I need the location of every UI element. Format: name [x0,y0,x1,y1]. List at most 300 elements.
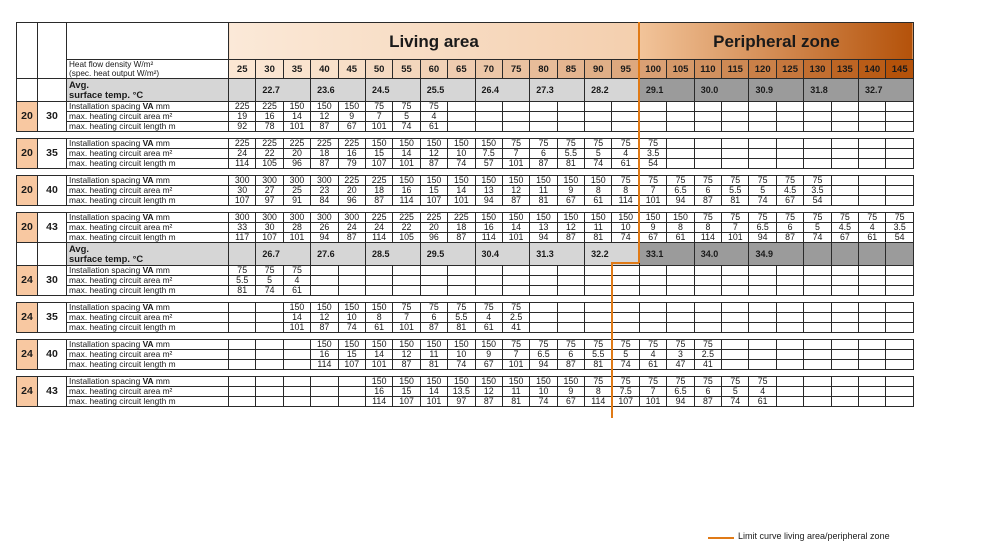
value-cell: 150 [365,377,392,387]
value-cell [831,149,858,159]
value-cell [722,360,749,370]
heat-flow-value: 125 [776,60,803,79]
value-cell: 96 [283,159,310,169]
value-cell [776,139,803,149]
avg-surface-temp-value: 31.8 [804,79,859,102]
heat-flow-label [67,60,229,79]
value-cell [256,323,283,333]
value-cell [749,286,776,296]
value-cell: 7 [365,112,392,122]
value-cell: 114 [585,397,612,407]
value-cell: 3.5 [886,223,914,233]
value-cell: 75 [694,377,721,387]
spacing-label-suffix: mm [153,376,170,386]
value-cell [749,323,776,333]
value-cell: 5.5 [448,313,475,323]
value-cell [530,313,557,323]
value-cell [722,286,749,296]
value-cell [886,350,914,360]
value-cell: 41 [502,323,529,333]
value-cell: 75 [256,266,283,276]
value-cell: 105 [393,233,420,243]
value-cell [831,159,858,169]
value-cell: 5 [393,112,420,122]
value-cell [722,276,749,286]
value-cell: 15 [393,387,420,397]
value-cell: 114 [311,360,338,370]
row-label-spacing [67,266,229,276]
value-cell [256,303,283,313]
value-cell: 150 [612,213,639,223]
value-cell: 7 [639,186,666,196]
value-cell: 87 [694,196,721,206]
value-cell [859,102,886,112]
spacing-label-suffix: mm [153,212,170,222]
gap-row [17,370,914,377]
value-cell [557,102,584,112]
value-cell [722,102,749,112]
value-cell: 22 [256,149,283,159]
value-cell: 61 [639,360,666,370]
value-cell: 75 [639,176,666,186]
value-cell: 150 [530,213,557,223]
value-cell [530,112,557,122]
supply-temp-cell: 40 [38,176,67,206]
value-cell: 300 [256,213,283,223]
value-cell: 7 [393,313,420,323]
group-row-length [17,323,914,333]
avg-filler-cell [859,243,886,266]
value-cell [859,276,886,286]
value-cell: 16 [393,186,420,196]
value-cell: 18 [365,186,392,196]
value-cell: 30 [256,223,283,233]
value-cell [229,313,256,323]
value-cell [256,313,283,323]
value-cell [776,286,803,296]
value-cell: 225 [256,102,283,112]
avg-surface-temp-row [17,243,914,266]
value-cell: 7 [722,223,749,233]
avg-surface-temp-value: 25.5 [420,79,475,102]
value-cell: 18 [311,149,338,159]
heat-flow-value: 95 [612,60,639,79]
value-cell: 225 [338,139,365,149]
value-cell [667,313,694,323]
value-cell [639,266,666,276]
value-cell [722,340,749,350]
value-cell: 7 [502,350,529,360]
value-cell: 8 [365,313,392,323]
value-cell [804,139,831,149]
value-cell: 75 [502,340,529,350]
value-cell [530,286,557,296]
avg-surface-temp-value: 28.2 [585,79,640,102]
value-cell: 74 [448,360,475,370]
value-cell: 150 [311,340,338,350]
value-cell: 14 [283,313,310,323]
value-cell [886,186,914,196]
value-cell: 87 [557,233,584,243]
value-cell: 75 [393,303,420,313]
value-cell: 27 [256,186,283,196]
spacing-label-va: VA [142,265,154,275]
value-cell: 13.5 [448,387,475,397]
value-cell [831,313,858,323]
value-cell: 150 [365,340,392,350]
group-row-spacing [17,176,914,186]
value-cell [365,276,392,286]
value-cell [557,313,584,323]
supply-temp-cell: 35 [38,139,67,169]
value-cell: 5.5 [229,276,256,286]
avg-surface-temp-value: 24.5 [365,79,420,102]
value-cell [585,122,612,132]
value-cell [776,397,803,407]
value-cell [365,286,392,296]
row-label-spacing [67,340,229,350]
gap-row [17,333,914,340]
value-cell [749,139,776,149]
spacing-label-suffix: mm [153,265,170,275]
value-cell: 150 [393,377,420,387]
value-cell: 12 [311,313,338,323]
value-cell: 150 [557,176,584,186]
value-cell: 150 [530,176,557,186]
group-row-length [17,196,914,206]
value-cell [722,139,749,149]
value-cell: 12 [557,223,584,233]
value-cell: 75 [804,176,831,186]
row-label-spacing [67,213,229,223]
value-cell: 114 [229,159,256,169]
heat-flow-value: 120 [749,60,776,79]
value-cell [859,186,886,196]
row-label-spacing [67,176,229,186]
value-cell [776,323,803,333]
value-cell: 54 [639,159,666,169]
value-cell [530,122,557,132]
value-cell [831,266,858,276]
value-cell [667,149,694,159]
value-cell: 150 [448,139,475,149]
value-cell: 67 [831,233,858,243]
value-cell: 87 [365,196,392,206]
value-cell: 92 [229,122,256,132]
row-label-length: max. heating circuit length m [67,122,229,132]
value-cell: 9 [639,223,666,233]
value-cell: 75 [448,303,475,313]
value-cell: 10 [448,149,475,159]
value-cell: 150 [475,377,502,387]
value-cell: 87 [694,397,721,407]
value-cell [694,313,721,323]
value-cell: 26 [311,223,338,233]
group-row-spacing [17,139,914,149]
gap-row [17,206,914,213]
value-cell [859,286,886,296]
value-cell [804,276,831,286]
value-cell: 6 [694,186,721,196]
value-cell [311,397,338,407]
value-cell [749,122,776,132]
value-cell: 75 [585,139,612,149]
row-label-length: max. heating circuit length m [67,397,229,407]
value-cell [886,266,914,276]
value-cell [694,149,721,159]
value-cell: 54 [886,233,914,243]
value-cell: 150 [420,139,447,149]
room-temp-cell: 20 [17,139,38,169]
value-cell [776,313,803,323]
value-cell [448,286,475,296]
value-cell: 75 [557,139,584,149]
value-cell: 225 [448,213,475,223]
value-cell: 75 [722,377,749,387]
supply-temp-cell: 40 [38,340,67,370]
value-cell [749,266,776,276]
value-cell: 74 [722,397,749,407]
value-cell: 5.5 [722,186,749,196]
value-cell [667,122,694,132]
value-cell [776,350,803,360]
value-cell: 101 [365,122,392,132]
value-cell [722,122,749,132]
value-cell: 75 [393,102,420,112]
value-cell [612,112,639,122]
value-cell [749,303,776,313]
value-cell [338,276,365,286]
value-cell: 87 [557,360,584,370]
avg-surface-temp-value: 30.4 [475,243,530,266]
avg-surface-temp-value: 26.7 [256,243,311,266]
value-cell [639,112,666,122]
value-cell [502,266,529,276]
value-cell [886,159,914,169]
value-cell [475,122,502,132]
value-cell: 6 [694,387,721,397]
value-cell: 14 [365,350,392,360]
heat-flow-value: 70 [475,60,502,79]
value-cell: 3.5 [804,186,831,196]
value-cell: 75 [694,213,721,223]
heat-flow-value: 60 [420,60,447,79]
value-cell [502,122,529,132]
value-cell: 5 [722,387,749,397]
value-cell: 107 [365,159,392,169]
spacing-label-suffix: mm [153,101,170,111]
value-cell: 75 [612,340,639,350]
group-row-spacing [17,377,914,387]
value-cell [776,360,803,370]
value-cell: 13 [475,186,502,196]
value-cell: 75 [722,213,749,223]
value-cell [886,387,914,397]
value-cell [585,303,612,313]
value-cell [749,360,776,370]
supply-temp-cell: 43 [38,213,67,243]
value-cell [667,159,694,169]
value-cell: 4 [475,313,502,323]
group-row-spacing [17,213,914,223]
value-cell [667,112,694,122]
value-cell: 24 [229,149,256,159]
value-cell: 8 [585,186,612,196]
value-cell: 81 [557,159,584,169]
value-cell [886,139,914,149]
value-cell: 3.5 [639,149,666,159]
limit-curve-step [611,262,639,264]
value-cell: 67 [557,397,584,407]
value-cell [886,176,914,186]
avg-surface-temp-value: 33.1 [639,243,694,266]
value-cell: 150 [283,102,310,112]
value-cell [831,360,858,370]
value-cell [859,196,886,206]
value-cell: 61 [585,196,612,206]
avg-surface-temp-value: 31.3 [530,243,585,266]
value-cell: 47 [667,360,694,370]
value-cell: 300 [283,213,310,223]
value-cell [585,112,612,122]
heat-flow-value: 85 [557,60,584,79]
group-row-area [17,112,914,122]
avg-blank-supply [38,79,67,102]
value-cell [639,276,666,286]
value-cell [639,286,666,296]
value-cell [557,276,584,286]
value-cell [831,102,858,112]
value-cell [612,102,639,112]
value-cell: 7.5 [475,149,502,159]
value-cell [859,303,886,313]
value-cell [502,276,529,286]
value-cell: 150 [338,340,365,350]
header-blank-cell [67,23,229,60]
value-cell: 150 [420,340,447,350]
value-cell [831,276,858,286]
avg-lead-cell [229,243,256,266]
value-cell [639,122,666,132]
value-cell: 150 [557,377,584,387]
value-cell [530,266,557,276]
avg-blank-room [17,79,38,102]
value-cell: 96 [420,233,447,243]
value-cell: 87 [530,159,557,169]
value-cell [256,377,283,387]
value-cell: 4.5 [776,186,803,196]
value-cell [831,139,858,149]
spacing-label-prefix: Installation spacing [69,138,143,148]
heat-flow-value: 50 [365,60,392,79]
group-row-length [17,159,914,169]
row-label-spacing [67,303,229,313]
value-cell: 101 [283,233,310,243]
gap-cell [17,169,914,176]
value-cell [804,159,831,169]
value-cell [776,303,803,313]
value-cell: 117 [229,233,256,243]
value-cell [283,377,310,387]
value-cell: 87 [311,323,338,333]
value-cell [475,286,502,296]
value-cell [749,276,776,286]
value-cell [886,276,914,286]
value-cell: 11 [502,387,529,397]
value-cell [886,286,914,296]
value-cell: 225 [229,139,256,149]
value-cell [804,303,831,313]
value-cell: 75 [667,176,694,186]
value-cell: 101 [365,360,392,370]
heat-flow-value: 140 [859,60,886,79]
value-cell [831,196,858,206]
value-cell: 87 [311,159,338,169]
row-label-area: max. heating circuit area m² [67,276,229,286]
avg-surface-temp-value: 32.7 [859,79,914,102]
room-temp-header [17,23,38,79]
avg-surface-temp-label [67,79,229,102]
value-cell [612,276,639,286]
value-cell: 75 [530,340,557,350]
value-cell: 75 [749,176,776,186]
value-cell [804,313,831,323]
heat-flow-value: 100 [639,60,666,79]
value-cell: 75 [859,213,886,223]
value-cell [612,313,639,323]
value-cell [804,340,831,350]
value-cell: 75 [585,340,612,350]
value-cell: 150 [639,213,666,223]
value-cell [859,387,886,397]
value-cell [886,112,914,122]
value-cell [639,323,666,333]
avg-surface-temp-value: 26.4 [475,79,530,102]
value-cell [530,323,557,333]
heat-flow-value: 130 [804,60,831,79]
value-cell [804,397,831,407]
value-cell: 150 [420,176,447,186]
avg-surface-temp-value: 29.1 [639,79,694,102]
value-cell: 101 [639,196,666,206]
value-cell [667,323,694,333]
room-temp-cell: 24 [17,266,38,296]
value-cell [256,350,283,360]
value-cell: 75 [639,340,666,350]
value-cell: 94 [749,233,776,243]
value-cell: 6.5 [667,387,694,397]
value-cell [722,323,749,333]
heat-flow-value: 75 [502,60,529,79]
value-cell [776,276,803,286]
value-cell [502,112,529,122]
value-cell [420,276,447,286]
value-cell: 81 [229,286,256,296]
value-cell: 75 [776,176,803,186]
value-cell [283,360,310,370]
group-row-spacing [17,340,914,350]
value-cell [393,286,420,296]
value-cell [229,397,256,407]
value-cell: 97 [256,196,283,206]
value-cell [776,112,803,122]
value-cell: 75 [886,213,914,223]
row-label-spacing [67,377,229,387]
value-cell [859,112,886,122]
avg-surface-temp-value: 30.9 [749,79,804,102]
value-cell: 6.5 [749,223,776,233]
value-cell: 30 [229,186,256,196]
